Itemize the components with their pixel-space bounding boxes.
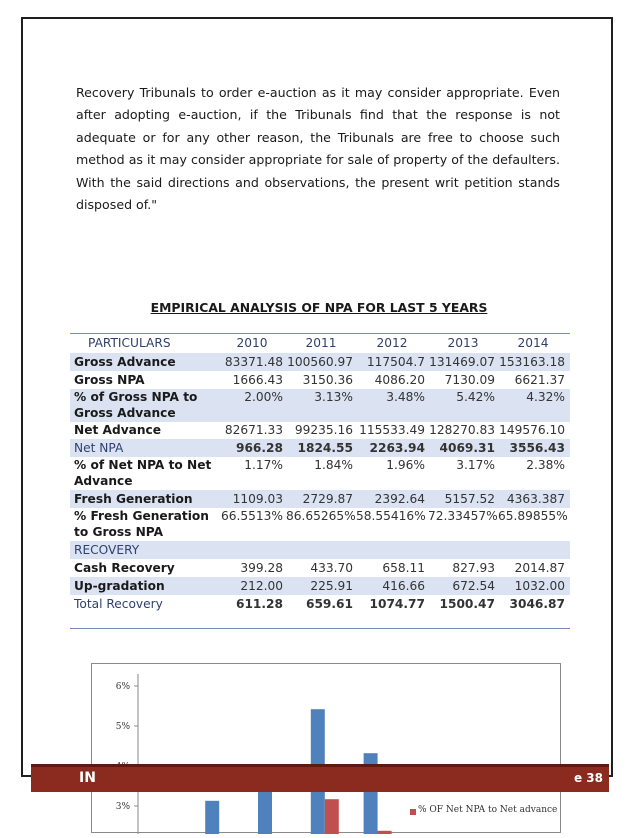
bar <box>378 831 392 834</box>
row-value: 4069.31 <box>439 441 495 455</box>
table-row <box>70 439 570 457</box>
table-bottom-rule <box>70 628 570 629</box>
row-value <box>356 541 428 559</box>
row-value: 1666.43 <box>232 373 283 387</box>
row-value: 4363.387 <box>506 492 565 506</box>
row-value: 2014.87 <box>514 561 565 575</box>
y-tick-label: 6% <box>115 682 130 692</box>
row-label: Cash Recovery <box>74 561 175 575</box>
bar <box>325 799 339 834</box>
table-header-row <box>70 333 570 353</box>
row-value: 131469.07 <box>429 355 495 369</box>
footer-bar <box>31 764 609 792</box>
row-value: 149576.10 <box>499 423 565 437</box>
row-value: 399.28 <box>240 561 283 575</box>
row-value: 115533.49 <box>359 423 425 437</box>
row-value: 1.17% <box>244 458 283 472</box>
row-label: Net NPA <box>74 441 124 455</box>
row-value: 65.89855% <box>498 509 568 523</box>
row-value: 658.11 <box>382 561 425 575</box>
table-row <box>70 371 570 389</box>
chart-plot <box>92 664 562 834</box>
row-value: 2392.64 <box>374 492 425 506</box>
row-label: % of Gross NPA to Gross Advance <box>74 390 198 420</box>
row-value: 1.84% <box>314 458 353 472</box>
row-value <box>286 541 356 559</box>
row-value <box>498 541 568 559</box>
row-value: 66.5513% <box>221 509 283 523</box>
row-value: 58.55416% <box>356 509 426 523</box>
row-value: 72.33457% <box>428 509 498 523</box>
npa-table <box>70 333 570 629</box>
row-value: 966.28 <box>235 441 283 455</box>
table-row <box>70 595 570 613</box>
row-label: % of Net NPA to Net Advance <box>74 458 212 488</box>
row-value: 2729.87 <box>302 492 353 506</box>
header-year: 2010 <box>236 336 268 350</box>
row-label: RECOVERY <box>74 543 140 557</box>
row-value: 3.13% <box>314 390 353 404</box>
table-row <box>70 508 570 541</box>
row-value: 7130.09 <box>444 373 495 387</box>
header-particulars: PARTICULARS <box>88 336 171 350</box>
row-value: 99235.16 <box>294 423 353 437</box>
row-value: 672.54 <box>452 579 495 593</box>
row-label: Total Recovery <box>74 597 163 611</box>
row-value: 6621.37 <box>514 373 565 387</box>
row-value: 1109.03 <box>232 492 283 506</box>
table-row <box>70 490 570 508</box>
row-value: 827.93 <box>452 561 495 575</box>
header-year: 2013 <box>447 336 479 350</box>
row-value: 153163.18 <box>499 355 565 369</box>
row-value: 1824.55 <box>297 441 353 455</box>
row-value: 611.28 <box>235 597 283 611</box>
row-value <box>218 541 286 559</box>
legend-entry <box>418 805 562 825</box>
row-label: Fresh Generation <box>74 492 193 506</box>
row-value: 83371.48 <box>224 355 283 369</box>
row-value: 433.70 <box>310 561 353 575</box>
row-value: 212.00 <box>240 579 283 593</box>
row-label: Gross Advance <box>74 355 176 369</box>
header-year: 2011 <box>305 336 337 350</box>
row-value: 2263.94 <box>369 441 425 455</box>
y-tick-label: 5% <box>115 722 130 732</box>
row-value: 4.32% <box>526 390 565 404</box>
npa-chart <box>91 663 561 833</box>
table-row <box>70 541 570 559</box>
row-value: 2.00% <box>244 390 283 404</box>
table-row <box>70 457 570 490</box>
row-value: 5157.52 <box>444 492 495 506</box>
row-value: 117504.7 <box>366 355 425 369</box>
row-value: 1074.77 <box>369 597 425 611</box>
row-value: 659.61 <box>305 597 353 611</box>
row-value: 2.38% <box>526 458 565 472</box>
bar <box>258 787 272 834</box>
table-row <box>70 389 570 422</box>
row-value: 100560.97 <box>287 355 353 369</box>
row-label: % Fresh Generation to Gross NPA <box>74 509 209 539</box>
table-row <box>70 577 570 595</box>
row-value: 4086.20 <box>374 373 425 387</box>
row-value: 225.91 <box>310 579 353 593</box>
row-value: 3.17% <box>456 458 495 472</box>
legend-label: % OF Net NPA to Net advance <box>418 805 558 815</box>
header-year: 2014 <box>517 336 549 350</box>
bar <box>205 801 219 834</box>
legend-swatch <box>410 809 416 815</box>
row-value: 3556.43 <box>509 441 565 455</box>
row-value: 416.66 <box>382 579 425 593</box>
table-row <box>70 422 570 439</box>
row-value: 1.96% <box>386 458 425 472</box>
body-paragraph: Recovery Tribunals to order e-auction as it may consider appropriate. Even after adopting e-auction, if the Tribunals find that the response is not adequate or for any other reason, the Tribunals are free to choose such method as it may consider appropriate for sale of property of the defaulters. With the said directions and observations, the present writ petition stands disposed of." <box>76 85 560 213</box>
row-value: 1032.00 <box>514 579 565 593</box>
row-label: Up-gradation <box>74 579 165 593</box>
table-row <box>70 559 570 577</box>
row-value: 3.48% <box>386 390 425 404</box>
header-year: 2012 <box>376 336 408 350</box>
row-label: Net Advance <box>74 423 162 437</box>
table-row <box>70 353 570 371</box>
table-heading: EMPIRICAL ANALYSIS OF NPA FOR LAST 5 YEARS <box>150 300 488 315</box>
row-value: 82671.33 <box>224 423 283 437</box>
row-value: 3046.87 <box>509 597 565 611</box>
y-tick-label: 3% <box>115 802 130 812</box>
row-value: 1500.47 <box>439 597 495 611</box>
row-value: 128270.83 <box>429 423 495 437</box>
row-label: Gross NPA <box>74 373 145 387</box>
row-value: 5.42% <box>456 390 495 404</box>
footer-left-text: IN <box>79 770 96 786</box>
row-value: 86.65265% <box>286 509 356 523</box>
row-value: 3150.36 <box>302 373 353 387</box>
page-number: e 38 <box>573 771 603 785</box>
row-value <box>428 541 498 559</box>
